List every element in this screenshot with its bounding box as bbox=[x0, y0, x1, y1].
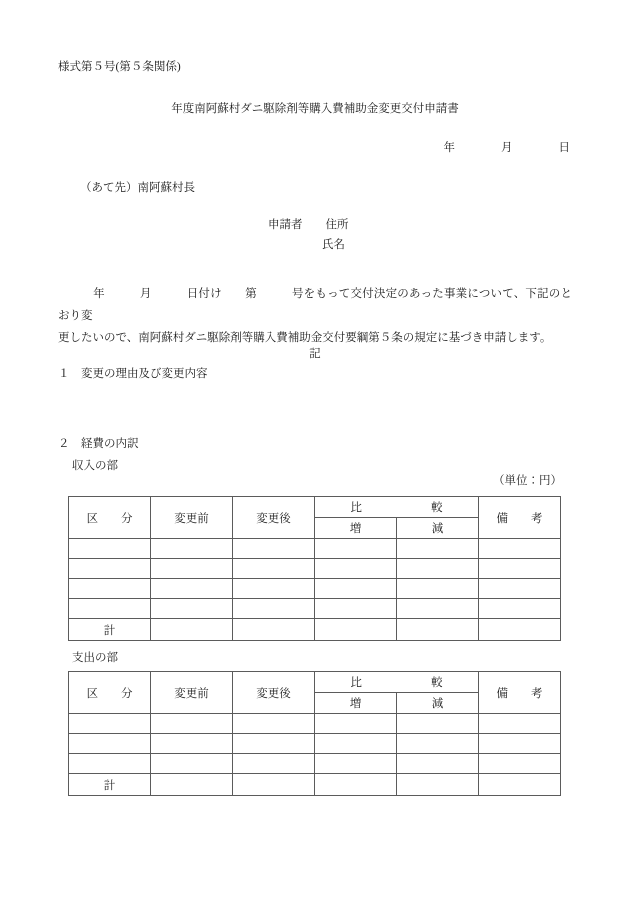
expense-cell-kubun[interactable] bbox=[69, 754, 151, 774]
expense-section-subtitle: 支出の部 bbox=[72, 652, 118, 664]
income-header-after: 変更後 bbox=[233, 497, 315, 539]
income-cell-after[interactable] bbox=[233, 579, 315, 599]
income-header-row-1 bbox=[69, 497, 561, 518]
income-cell-decrease[interactable] bbox=[397, 599, 479, 619]
expense-cell-increase[interactable] bbox=[315, 734, 397, 754]
income-section-subtitle: 収入の部 bbox=[72, 460, 118, 472]
expense-cell-increase[interactable] bbox=[315, 754, 397, 774]
income-cell-decrease[interactable] bbox=[397, 539, 479, 559]
expense-cell-kubun[interactable] bbox=[69, 734, 151, 754]
expense-cell-decrease[interactable] bbox=[397, 714, 479, 734]
income-header-remarks: 備 考 bbox=[479, 497, 561, 539]
income-cell-kubun[interactable] bbox=[69, 559, 151, 579]
expense-cell-after[interactable] bbox=[233, 734, 315, 754]
document-title: 年度南阿蘇村ダニ駆除剤等購入費補助金変更交付申請書 bbox=[171, 103, 459, 115]
income-cell-before[interactable] bbox=[151, 539, 233, 559]
income-cell-remarks[interactable] bbox=[479, 559, 561, 579]
income-cell-decrease[interactable] bbox=[397, 579, 479, 599]
ki-marker: 記 bbox=[309, 348, 321, 360]
item-2-heading: ２ 経費の内訳 bbox=[58, 438, 139, 450]
income-cell-decrease[interactable] bbox=[397, 559, 479, 579]
expense-cell-before[interactable] bbox=[151, 714, 233, 734]
expense-table bbox=[68, 671, 561, 796]
applicant-address-label: 申請者 住所 bbox=[268, 219, 349, 231]
expense-header-decrease: 減 bbox=[397, 693, 479, 714]
income-cell-increase[interactable] bbox=[315, 559, 397, 579]
expense-cell-after[interactable] bbox=[233, 714, 315, 734]
expense-total-after[interactable] bbox=[233, 774, 315, 796]
income-cell-remarks[interactable] bbox=[479, 579, 561, 599]
income-total-row[interactable] bbox=[69, 619, 561, 641]
expense-cell-kubun[interactable] bbox=[69, 714, 151, 734]
expense-total-remarks[interactable] bbox=[479, 774, 561, 796]
expense-header-remarks: 備 考 bbox=[479, 672, 561, 714]
income-cell-increase[interactable] bbox=[315, 539, 397, 559]
expense-total-increase[interactable] bbox=[315, 774, 397, 796]
expense-table-body bbox=[69, 672, 561, 796]
table-row[interactable] bbox=[69, 714, 561, 734]
expense-cell-decrease[interactable] bbox=[397, 754, 479, 774]
body-paragraph-line-2: 更したいので、南阿蘇村ダニ駆除剤等購入費補助金交付要綱第５条の規定に基づき申請します。 bbox=[58, 332, 552, 344]
income-cell-increase[interactable] bbox=[315, 599, 397, 619]
income-total-remarks[interactable] bbox=[479, 619, 561, 641]
expense-cell-remarks[interactable] bbox=[479, 734, 561, 754]
table-row[interactable] bbox=[69, 579, 561, 599]
income-cell-remarks[interactable] bbox=[479, 599, 561, 619]
income-cell-increase[interactable] bbox=[315, 579, 397, 599]
expense-header-comparison: 比 較 bbox=[315, 672, 479, 693]
table-row[interactable] bbox=[69, 754, 561, 774]
expense-cell-remarks[interactable] bbox=[479, 754, 561, 774]
expense-cell-remarks[interactable] bbox=[479, 714, 561, 734]
expense-header-increase: 増 bbox=[315, 693, 397, 714]
expense-cell-decrease[interactable] bbox=[397, 734, 479, 754]
income-cell-before[interactable] bbox=[151, 559, 233, 579]
income-header-increase: 増 bbox=[315, 518, 397, 539]
income-header-before: 変更前 bbox=[151, 497, 233, 539]
unit-note: （単位：円） bbox=[493, 475, 562, 487]
income-total-increase[interactable] bbox=[315, 619, 397, 641]
income-cell-kubun[interactable] bbox=[69, 579, 151, 599]
expense-total-decrease[interactable] bbox=[397, 774, 479, 796]
income-total-before[interactable] bbox=[151, 619, 233, 641]
income-header-comparison: 比 較 bbox=[315, 497, 479, 518]
expense-total-before[interactable] bbox=[151, 774, 233, 796]
income-cell-after[interactable] bbox=[233, 559, 315, 579]
expense-header-after: 変更後 bbox=[233, 672, 315, 714]
income-cell-remarks[interactable] bbox=[479, 539, 561, 559]
form-number: 様式第５号(第５条関係) bbox=[58, 61, 181, 73]
income-table bbox=[68, 496, 561, 641]
income-cell-before[interactable] bbox=[151, 579, 233, 599]
table-row[interactable] bbox=[69, 599, 561, 619]
income-header-kubun: 区 分 bbox=[69, 497, 151, 539]
income-cell-before[interactable] bbox=[151, 599, 233, 619]
item-1-heading: １ 変更の理由及び変更内容 bbox=[58, 368, 208, 380]
applicant-name-label: 氏名 bbox=[322, 239, 345, 251]
income-cell-after[interactable] bbox=[233, 539, 315, 559]
expense-total-label: 計 bbox=[69, 774, 151, 796]
addressee-line: （あて先）南阿蘇村長 bbox=[80, 182, 195, 194]
income-table-body bbox=[69, 497, 561, 641]
body-paragraph bbox=[58, 283, 572, 349]
income-header-decrease: 減 bbox=[397, 518, 479, 539]
expense-total-row[interactable] bbox=[69, 774, 561, 796]
income-cell-kubun[interactable] bbox=[69, 539, 151, 559]
income-cell-after[interactable] bbox=[233, 599, 315, 619]
expense-cell-after[interactable] bbox=[233, 754, 315, 774]
expense-cell-before[interactable] bbox=[151, 754, 233, 774]
expense-header-before: 変更前 bbox=[151, 672, 233, 714]
table-row[interactable] bbox=[69, 559, 561, 579]
expense-header-row-1 bbox=[69, 672, 561, 693]
table-row[interactable] bbox=[69, 734, 561, 754]
date-line: 年 月 日 bbox=[443, 142, 570, 154]
body-paragraph-line-1: 年 月 日付け 第 号をもって交付決定のあった事業について、下記のとおり変 bbox=[58, 288, 572, 322]
expense-cell-before[interactable] bbox=[151, 734, 233, 754]
income-total-label: 計 bbox=[69, 619, 151, 641]
table-row[interactable] bbox=[69, 539, 561, 559]
income-cell-kubun[interactable] bbox=[69, 599, 151, 619]
income-total-after[interactable] bbox=[233, 619, 315, 641]
expense-header-kubun: 区 分 bbox=[69, 672, 151, 714]
expense-cell-increase[interactable] bbox=[315, 714, 397, 734]
income-total-decrease[interactable] bbox=[397, 619, 479, 641]
